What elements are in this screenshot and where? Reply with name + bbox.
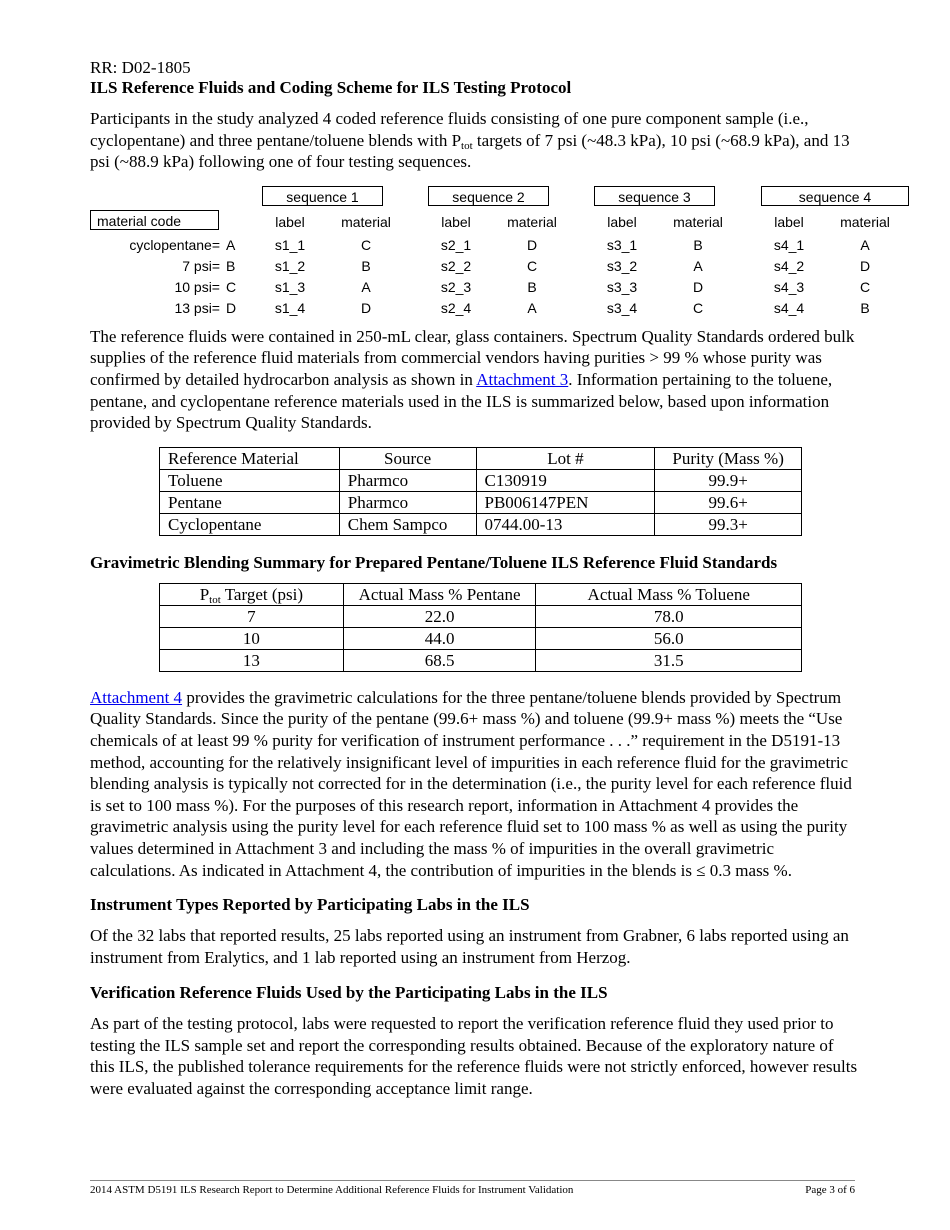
material-code: A [226,236,236,253]
intro-text: Participants in the study analyzed 4 coded reference fluids consisting of one pure component sample (i.e., cyclopentane) and three pentane/toluene blends with P [90,109,809,150]
sequence-label: s1_1 [274,236,306,253]
material-name: cyclopentane= [129,236,220,253]
sequence-label: s3_2 [606,257,638,274]
material-header: material [673,213,723,230]
table-cell: Toluene [160,469,340,491]
containers-paragraph [90,326,862,434]
paragraph-text: provides the gravimetric calculations for the three pentane/toluene blends provided by Spectrum Quality Standards. Since the purity of the pentane (99.6+ mass %) and toluene (99.9+ mass %) meets the “Use chemicals of at least 99 % purity for verification of instrument performance . . .” requirement in the D5191-13 method, accounting for the relatively insignificant level of impurities in each reference fluid for the gravimetric blending analysis is typically not corrected for in the determination (i.e., the purity level for each reference fluid is set to 100 mass %). For the purposes of this research report, information in Attachment 4 provides the gravimetric analysis using the purity level for each reference fluid set to 100 mass % as well as using the purity values determined in Attachment 3 and including the mass % of impurities in the overall gravimetric calculations. As indicated in Attachment 4, the contribution of impurities in the blends is ≤ 0.3 mass %. [90,687,852,880]
page-number: Page 3 of 6 [805,1184,855,1196]
sequence-material: C [526,257,538,274]
sequence-label: s1_2 [274,257,306,274]
sequence-label: s2_2 [440,257,472,274]
sequence-material: C [692,299,704,316]
sequence-material: D [692,278,704,295]
material-code: B [226,257,236,274]
sequence-material: B [693,236,703,253]
table-cell: 44.0 [343,627,536,649]
table-cell: Pentane [160,491,340,513]
section-heading: ILS Reference Fluids and Coding Scheme for ILS Testing Protocol [90,78,572,97]
sequence-label: s4_2 [773,257,805,274]
reference-materials-table [159,447,802,536]
table-row [160,469,802,491]
subscript: tot [209,593,221,606]
material-code: D [226,299,237,316]
table-row [160,649,802,671]
material-header: material [507,213,557,230]
table-cell: 99.6+ [655,491,802,513]
sequence-label: s4_1 [773,236,805,253]
sequence-label: s1_4 [274,299,306,316]
table-row [160,491,802,513]
table-header-row [160,447,802,469]
sequence-material: D [859,257,871,274]
header-text: Target (psi) [220,584,304,604]
sequence-label: s3_1 [606,236,638,253]
table-row [160,605,802,627]
sequence-material: D [360,299,372,316]
sequence-label: s2_3 [440,278,472,295]
sequence-header: sequence 1 [262,186,383,206]
page-footer [90,1180,855,1197]
header-text: P [199,584,210,604]
verification-paragraph: As part of the testing protocol, labs were requested to report the verification reference fluid they used prior to testing the ILS sample set and report the corresponding results obtained. Because of the exploratory nature of this ILS, the published tolerance requirements for the reference fluids were not strictly enforced, however results were evaluated against the corresponding acceptance limit range. [90,1014,858,1099]
sequence-material: B [527,278,537,295]
sequence-material: A [361,278,371,295]
header-cell: Lot # [476,447,655,469]
sequence-material: B [361,257,371,274]
table-cell: C130919 [476,469,655,491]
report-number: RR: D02-1805 [90,58,191,77]
material-name: 7 psi= [182,257,220,274]
page-body [90,0,890,1180]
table-cell: 56.0 [536,627,802,649]
table-cell: Chem Sampco [339,513,476,535]
material-header: material [840,213,890,230]
table-cell: 0744.00-13 [476,513,655,535]
paragraph-text: . Information pertaining to the toluene, pentane, and cyclopentane reference materials used in the ILS is summarized below, based upon information provided by Spectrum Quality Standards. [90,369,833,433]
sequence-material: C [360,236,372,253]
label-header: label [275,213,305,230]
material-header: material [341,213,391,230]
material-name: 13 psi= [174,299,220,316]
blend-heading: Gravimetric Blending Summary for Prepared Pentane/Toluene ILS Reference Fluid Standards [90,552,778,572]
table-cell: 31.5 [536,649,802,671]
paragraph-text: The reference fluids were contained in 250-mL clear, glass containers. Spectrum Quality Standards ordered bulk supplies of the reference fluid materials from commercial vendors having purities > 99 % whose purity was confirmed by detailed hydrocarbon analysis as shown in [90,326,855,389]
sequence-material: A [860,236,870,253]
material-code: C [226,278,237,295]
table-cell: PB006147PEN [476,491,655,513]
header-cell: Purity (Mass %) [655,447,802,469]
table-header-row [160,583,802,605]
table-cell: Cyclopentane [160,513,340,535]
sequence-material: B [860,299,870,316]
table-cell: 99.3+ [655,513,802,535]
label-header: label [607,213,637,230]
blend-table [159,583,802,672]
sequence-material: D [526,236,538,253]
sequence-label: s4_4 [773,299,805,316]
table-cell: 68.5 [343,649,536,671]
sequence-material: A [693,257,703,274]
table-cell: 10 [160,627,344,649]
sequence-material: A [527,299,537,316]
instruments-heading: Instrument Types Reported by Participating Labs in the ILS [90,895,530,915]
sequence-label: s2_4 [440,299,472,316]
sequence-header: sequence 4 [761,186,909,206]
sequence-label: s2_1 [440,236,472,253]
sequence-label: s4_3 [773,278,805,295]
attachment-3-link[interactable]: Attachment 3 [476,369,569,389]
header-cell: Actual Mass % Pentane [343,583,536,605]
sequence-label: s1_3 [274,278,306,295]
label-header: label [774,213,804,230]
table-cell: 7 [160,605,344,627]
material-code-label: material code [90,210,219,230]
verification-heading: Verification Reference Fluids Used by the Participating Labs in the ILS [90,983,608,1003]
label-header: label [441,213,471,230]
table-cell: Pharmco [339,469,476,491]
table-cell: 13 [160,649,344,671]
sequence-label: s3_4 [606,299,638,316]
material-name: 10 psi= [174,278,220,295]
instruments-paragraph: Of the 32 labs that reported results, 25 labs reported using an instrument from Grabner, 6 labs reported using an instrument from Eralytics, and 1 lab reported using an instrument from Herzog. [90,926,849,967]
table-cell: 78.0 [536,605,802,627]
header-cell: Source [339,447,476,469]
intro-paragraph [90,108,862,173]
header-cell: Reference Material [160,447,340,469]
subscript: tot [461,139,473,152]
header-cell: Actual Mass % Toluene [536,583,802,605]
intro-text: targets of 7 psi (~48.3 kPa), 10 psi (~68.9 kPa), and 13 psi (~88.9 kPa) following one of four testing sequences. [90,130,850,172]
footer-title: 2014 ASTM D5191 ILS Research Report to Determine Additional Reference Fluids for Instrument Validation [90,1184,574,1196]
table-row [160,513,802,535]
sequence-header: sequence 2 [428,186,549,206]
table-cell: 99.9+ [655,469,802,491]
gravimetric-paragraph [90,687,862,881]
sequence-header: sequence 3 [594,186,715,206]
table-cell: 22.0 [343,605,536,627]
table-row [160,627,802,649]
header-cell [160,583,344,605]
attachment-4-link[interactable]: Attachment 4 [90,687,183,707]
sequence-material: C [859,278,871,295]
sequence-label: s3_3 [606,278,638,295]
coding-scheme-table [0,186,950,316]
table-cell: Pharmco [339,491,476,513]
